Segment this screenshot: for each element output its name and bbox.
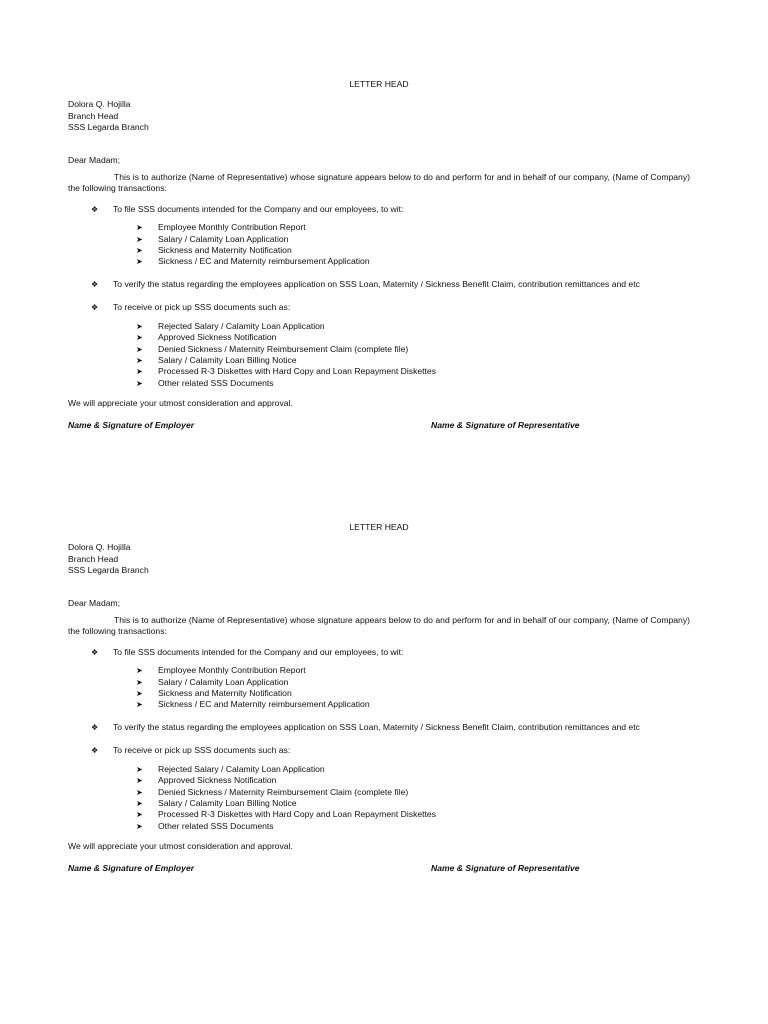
representative-signature-label: Name & Signature of Representative: [431, 419, 580, 430]
list-item: ➤ Sickness and Maternity Notification: [136, 245, 292, 256]
arrow-bullet-icon: ➤: [136, 787, 143, 797]
arrow-bullet-icon: ➤: [136, 776, 143, 786]
transaction-text: To file SSS documents intended for the Company and our employees, to wit:: [113, 646, 404, 657]
arrow-bullet-icon: ➤: [136, 257, 143, 267]
diamond-bullet-icon: ❖: [91, 204, 99, 214]
addressee-title: Branch Head: [68, 553, 119, 564]
arrow-bullet-icon: ➤: [136, 367, 143, 377]
transaction-item: [68, 647, 690, 658]
diamond-bullet-icon: ❖: [91, 279, 99, 289]
transaction-item: [68, 204, 690, 215]
arrow-bullet-icon: ➤: [136, 764, 143, 774]
list-item: ➤ Other related SSS Documents: [136, 820, 274, 831]
arrow-bullet-icon: ➤: [136, 321, 143, 331]
signature-row: [68, 420, 690, 432]
authorization-letter: [68, 522, 690, 875]
document-list: [68, 665, 690, 711]
greeting: Dear Madam;: [68, 154, 121, 165]
addressee-branch: SSS Legarda Branch: [68, 565, 149, 576]
arrow-bullet-icon: ➤: [136, 378, 143, 388]
arrow-bullet-icon: ➤: [136, 333, 143, 343]
closing-line: We will appreciate your utmost consideration and approval.: [68, 398, 293, 409]
addressee-name: Dolora Q. Hojilla: [68, 99, 131, 110]
arrow-bullet-icon: ➤: [136, 223, 143, 233]
diamond-bullet-icon: ❖: [91, 746, 99, 756]
representative-signature-label: Name & Signature of Representative: [431, 862, 580, 873]
arrow-bullet-icon: ➤: [136, 700, 143, 710]
intro-paragraph: This is to authorize (Name of Representative) whose signature appears below to do and perform for and in behalf of our company, (Name of Company) the following transactions:: [68, 615, 690, 637]
diamond-bullet-icon: ❖: [91, 303, 99, 313]
arrow-bullet-icon: ➤: [136, 810, 143, 820]
list-item: ➤ Processed R-3 Diskettes with Hard Copy and Loan Repayment Diskettes: [136, 366, 436, 377]
addressee-branch: SSS Legarda Branch: [68, 122, 149, 133]
list-item: ➤ Salary / Calamity Loan Application: [136, 233, 289, 244]
transaction-text: To verify the status regarding the employees application on SSS Loan, Maternity / Sickness Benefit Claim, contribution remittances and etc: [113, 278, 640, 289]
list-item: ➤ Sickness / EC and Maternity reimbursement Application: [136, 256, 370, 267]
diamond-bullet-icon: ❖: [91, 722, 99, 732]
closing-line: We will appreciate your utmost consideration and approval.: [68, 841, 293, 852]
signature-row: [68, 863, 690, 875]
list-item: ➤ Sickness and Maternity Notification: [136, 688, 292, 699]
list-item: ➤ Salary / Calamity Loan Billing Notice: [136, 354, 297, 365]
arrow-bullet-icon: ➤: [136, 677, 143, 687]
letterhead: LETTER HEAD: [349, 522, 409, 532]
document-list: [68, 222, 690, 268]
arrow-bullet-icon: ➤: [136, 355, 143, 365]
document-list: [68, 321, 690, 389]
greeting: Dear Madam;: [68, 597, 121, 608]
transaction-text: To receive or pick up SSS documents such as:: [113, 745, 291, 756]
authorization-letter: [68, 79, 690, 432]
list-item: ➤ Processed R-3 Diskettes with Hard Copy and Loan Repayment Diskettes: [136, 809, 436, 820]
letterhead: LETTER HEAD: [349, 79, 409, 89]
employer-signature-label: Name & Signature of Employer: [68, 862, 195, 873]
intro-paragraph: This is to authorize (Name of Representative) whose signature appears below to do and perform for and in behalf of our company, (Name of Company) the following transactions:: [68, 172, 690, 194]
transaction-text: To file SSS documents intended for the Company and our employees, to wit:: [113, 203, 404, 214]
addressee-block: [68, 99, 690, 133]
arrow-bullet-icon: ➤: [136, 344, 143, 354]
list-item: ➤ Denied Sickness / Maternity Reimbursement Claim (complete file): [136, 786, 409, 797]
arrow-bullet-icon: ➤: [136, 689, 143, 699]
addressee-name: Dolora Q. Hojilla: [68, 542, 131, 553]
transaction-item: [68, 279, 690, 290]
transaction-item: [68, 722, 690, 733]
list-item: ➤ Employee Monthly Contribution Report: [136, 665, 306, 676]
diamond-bullet-icon: ❖: [91, 647, 99, 657]
document-list: [68, 764, 690, 832]
arrow-bullet-icon: ➤: [136, 246, 143, 256]
list-item: ➤ Approved Sickness Notification: [136, 332, 277, 343]
transaction-text: To receive or pick up SSS documents such as:: [113, 302, 291, 313]
transaction-item: [68, 745, 690, 756]
list-item: ➤ Other related SSS Documents: [136, 377, 274, 388]
list-item: ➤ Approved Sickness Notification: [136, 775, 277, 786]
list-item: ➤ Salary / Calamity Loan Billing Notice: [136, 797, 297, 808]
addressee-block: [68, 542, 690, 576]
list-item: ➤ Employee Monthly Contribution Report: [136, 222, 306, 233]
addressee-title: Branch Head: [68, 110, 119, 121]
list-item: ➤ Denied Sickness / Maternity Reimbursement Claim (complete file): [136, 343, 409, 354]
transaction-text: To verify the status regarding the employees application on SSS Loan, Maternity / Sickness Benefit Claim, contribution remittances and etc: [113, 721, 640, 732]
arrow-bullet-icon: ➤: [136, 821, 143, 831]
list-item: ➤ Sickness / EC and Maternity reimbursement Application: [136, 699, 370, 710]
arrow-bullet-icon: ➤: [136, 666, 143, 676]
arrow-bullet-icon: ➤: [136, 234, 143, 244]
list-item: ➤ Rejected Salary / Calamity Loan Application: [136, 320, 325, 331]
transaction-item: [68, 302, 690, 313]
list-item: ➤ Salary / Calamity Loan Application: [136, 676, 289, 687]
arrow-bullet-icon: ➤: [136, 798, 143, 808]
list-item: ➤ Rejected Salary / Calamity Loan Application: [136, 763, 325, 774]
employer-signature-label: Name & Signature of Employer: [68, 419, 195, 430]
